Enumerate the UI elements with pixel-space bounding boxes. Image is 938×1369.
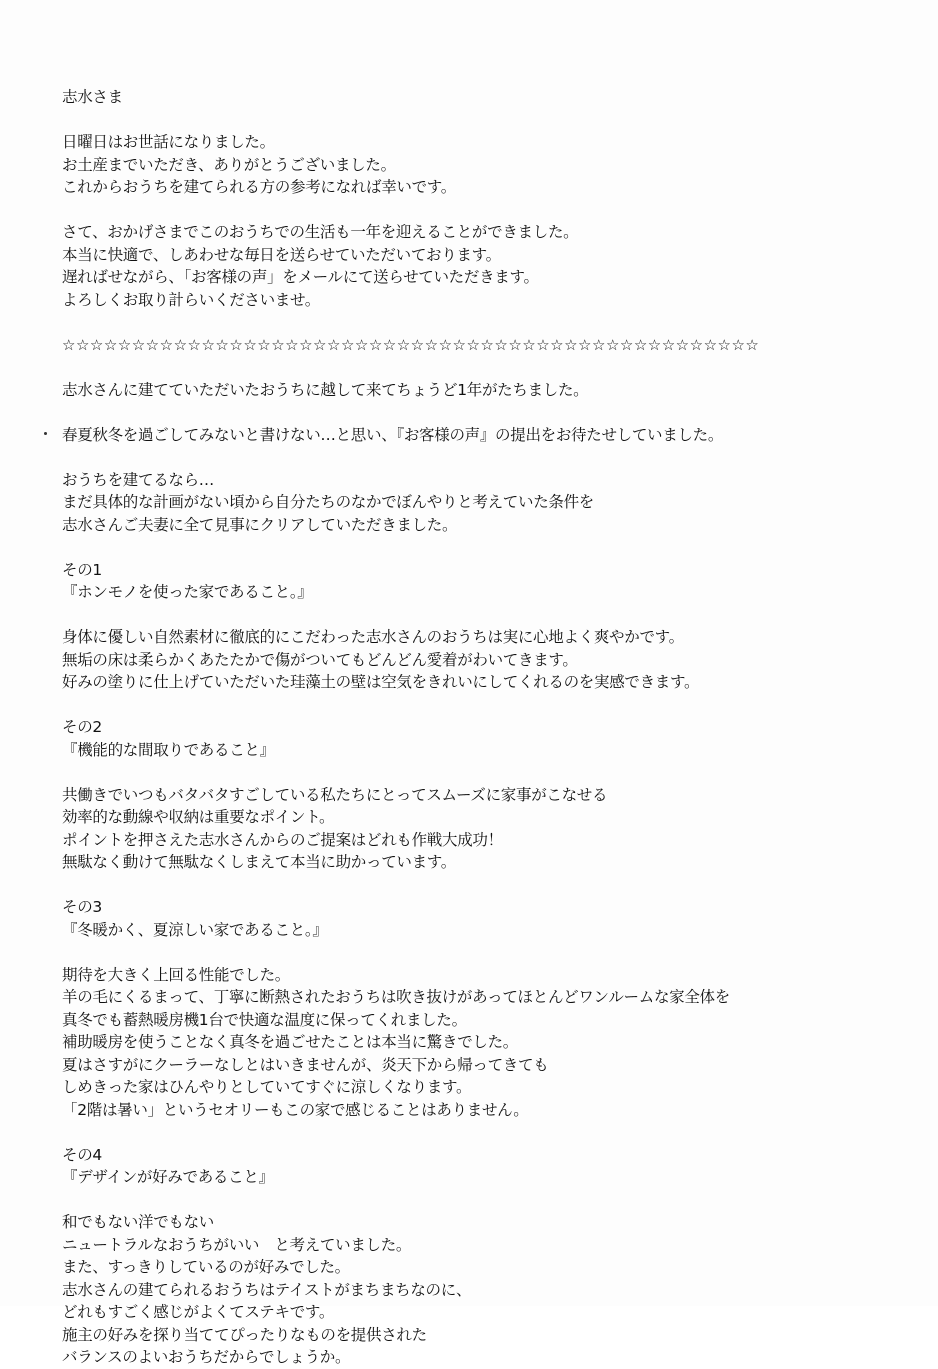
letter-body bbox=[62, 86, 902, 1369]
section-body-line: バランスのよいおうちだからでしょうか。 bbox=[62, 1348, 351, 1366]
section-body-line: 好みの塗りに仕上げていただいた珪藻土の壁は空気をきれいにしてくれるのを実感できます。 bbox=[62, 673, 700, 691]
section-body-line: 期待を大きく上回る性能でした。 bbox=[62, 965, 291, 984]
section-1 bbox=[62, 559, 902, 694]
section-title: 『機能的な間取りであること』 bbox=[62, 740, 275, 759]
section-body-line: ニュートラルなおうちがいい と考えていました。 bbox=[62, 1235, 412, 1254]
scan-speck bbox=[44, 432, 47, 435]
section-body-line: どれもすごく感じがよくてステキです。 bbox=[62, 1303, 335, 1321]
salutation: 志水さま bbox=[62, 88, 123, 106]
greeting-paragraph bbox=[62, 131, 902, 199]
section-body-line: 和でもない洋でもない bbox=[62, 1213, 215, 1231]
section-number: その3 bbox=[62, 898, 102, 916]
section-body-line: 施主の好みを探り当ててぴったりなものを提供された bbox=[62, 1325, 427, 1344]
intro-line: 遅ればせながら、「お客様の声」をメールにて送らせていただきます。 bbox=[62, 268, 539, 286]
section-number: その4 bbox=[62, 1145, 102, 1164]
conditions-line: まだ具体的な計画がない頃から自分たちのなかでぼんやりと考えていた条件を bbox=[62, 493, 595, 511]
greeting-line: これからおうちを建てられる方の参考になれば幸いです。 bbox=[62, 178, 456, 196]
section-body-line: また、すっきりしているのが好みでした。 bbox=[62, 1258, 350, 1276]
section-title: 『冬暖かく、夏涼しい家であること。』 bbox=[62, 920, 328, 939]
voice-opening: 志水さんに建てていただいたおうちに越して来てちょうど1年がたちました。 bbox=[62, 380, 589, 399]
section-body-line: 補助暖房を使うことなく真冬を過ごせたことは本当に驚きでした。 bbox=[62, 1033, 519, 1051]
section-number: その1 bbox=[62, 560, 102, 579]
section-3 bbox=[62, 896, 902, 1121]
greeting-line: 日曜日はお世話になりました。 bbox=[62, 133, 275, 151]
conditions-intro bbox=[62, 469, 902, 537]
section-body-line: しめきった家はひんやりとしていてすぐに涼しくなります。 bbox=[62, 1078, 472, 1096]
section-body-line: ポイントを押さえた志水さんからのご提案はどれも作戦大成功！ bbox=[62, 830, 503, 849]
section-body-line: 効率的な動線や収納は重要なポイント。 bbox=[62, 808, 335, 826]
section-body-line: 共働きでいつもバタバタすごしている私たちにとってスムーズに家事がこなせる bbox=[62, 785, 608, 804]
section-body-line: 羊の毛にくるまって、丁寧に断熱されたおうちは吹き抜けがあってほとんどワンルームな家全体を bbox=[62, 988, 730, 1006]
conditions-line: おうちを建てるなら… bbox=[62, 470, 215, 489]
section-2 bbox=[62, 716, 902, 874]
section-body-line: 夏はさすがにクーラーなしとはいきませんが、炎天下から帰ってきても bbox=[62, 1055, 549, 1074]
section-body-line: 真冬でも蓄熱暖房機1台で快適な温度に保ってくれました。 bbox=[62, 1010, 467, 1029]
voice-seasons: 春夏秋冬を過ごしてみないと書けない…と思い、『お客様の声』の提出をお待たせしていました。 bbox=[62, 425, 724, 444]
section-body-line: 志水さんの建てられるおうちはテイストがまちまちなのに、 bbox=[62, 1280, 472, 1299]
intro-line: 本当に快適で、しあわせな毎日を送らせていただいております。 bbox=[62, 245, 501, 264]
section-body-line: 無垢の床は柔らかくあたたかで傷がついてもどんどん愛着がわいてきます。 bbox=[62, 650, 578, 669]
section-body-line: 無駄なく動けて無駄なくしまえて本当に助かっています。 bbox=[62, 853, 456, 871]
section-4 bbox=[62, 1144, 902, 1369]
section-title: 『デザインが好みであること』 bbox=[62, 1168, 274, 1186]
section-body-line: 「2階は暑い」というセオリーもこの家で感じることはありません。 bbox=[62, 1100, 529, 1119]
greeting-line: お土産までいただき、ありがとうございました。 bbox=[62, 155, 396, 174]
intro-line: さて、おかげさまでこのおうちでの生活も一年を迎えることができました。 bbox=[62, 223, 579, 241]
section-body-line: 身体に優しい自然素材に徹底的にこだわった志水さんのおうちは実に心地よく爽やかです。 bbox=[62, 628, 684, 646]
star-divider: ☆☆☆☆☆☆☆☆☆☆☆☆☆☆☆☆☆☆☆☆☆☆☆☆☆☆☆☆☆☆☆☆☆☆☆☆☆☆☆☆☆☆☆☆☆☆☆☆☆☆ bbox=[62, 335, 760, 354]
conditions-line: 志水さんご夫妻に全て見事にクリアしていただきました。 bbox=[62, 515, 458, 534]
intro-line: よろしくお取り計らいくださいませ。 bbox=[62, 290, 320, 309]
section-title: 『ホンモノを使った家であること。』 bbox=[62, 583, 313, 601]
section-number: その2 bbox=[62, 718, 102, 736]
intro-paragraph bbox=[62, 221, 902, 311]
